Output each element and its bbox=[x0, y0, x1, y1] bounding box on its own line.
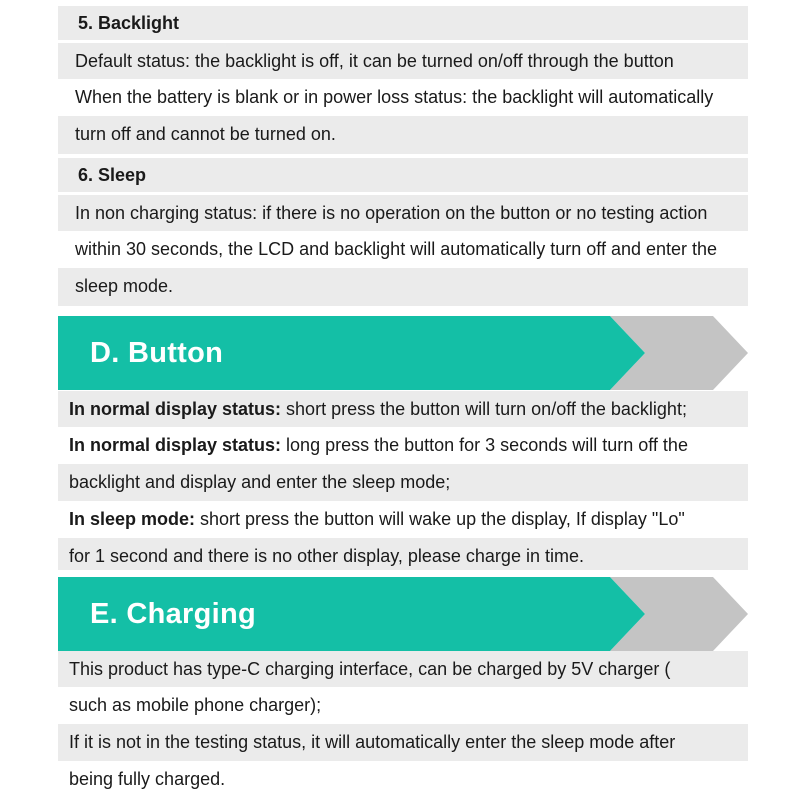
backlight-line-2: When the battery is blank or in power loss status: the backlight will automatically bbox=[58, 79, 748, 116]
sleep-heading: 6. Sleep bbox=[58, 158, 748, 192]
button-row-3: backlight and display and enter the sleep mode; bbox=[58, 464, 748, 501]
button-section-title: D. Button bbox=[90, 337, 224, 369]
button-row-2-bold: In normal display status: bbox=[69, 435, 282, 455]
backlight-line-3: turn off and cannot be turned on. bbox=[58, 116, 748, 154]
backlight-line-1: Default status: the backlight is off, it can be turned on/off through the button bbox=[58, 43, 748, 79]
sleep-line-3: sleep mode. bbox=[58, 268, 748, 306]
charging-row-2: such as mobile phone charger); bbox=[58, 687, 748, 724]
charging-row-4: being fully charged. bbox=[58, 761, 748, 797]
button-row-1-bold: In normal display status: bbox=[69, 399, 282, 419]
button-row-2-text: long press the button for 3 seconds will turn off the bbox=[281, 435, 688, 455]
button-row-5: for 1 second and there is no other display, please charge in time. bbox=[58, 538, 748, 570]
backlight-heading: 5. Backlight bbox=[58, 6, 748, 40]
button-row-4-bold: In sleep mode: bbox=[69, 509, 196, 529]
button-section-banner bbox=[58, 316, 748, 390]
charging-row-1: This product has type-C charging interface, can be charged by 5V charger ( bbox=[58, 651, 748, 687]
sleep-line-1: In non charging status: if there is no operation on the button or no testing action bbox=[58, 195, 748, 231]
button-row-1-text: short press the button will turn on/off the backlight; bbox=[281, 399, 687, 419]
button-row-4-text: short press the button will wake up the display, If display "Lo" bbox=[195, 509, 685, 529]
sleep-line-2: within 30 seconds, the LCD and backlight will automatically turn off and enter the bbox=[58, 231, 748, 268]
button-row-2 bbox=[58, 427, 748, 464]
charging-section-banner bbox=[58, 577, 748, 651]
charging-section-title: E. Charging bbox=[90, 598, 257, 630]
button-row-4 bbox=[58, 501, 748, 538]
button-row-1 bbox=[58, 391, 748, 427]
charging-row-3: If it is not in the testing status, it will automatically enter the sleep mode after bbox=[58, 724, 748, 761]
